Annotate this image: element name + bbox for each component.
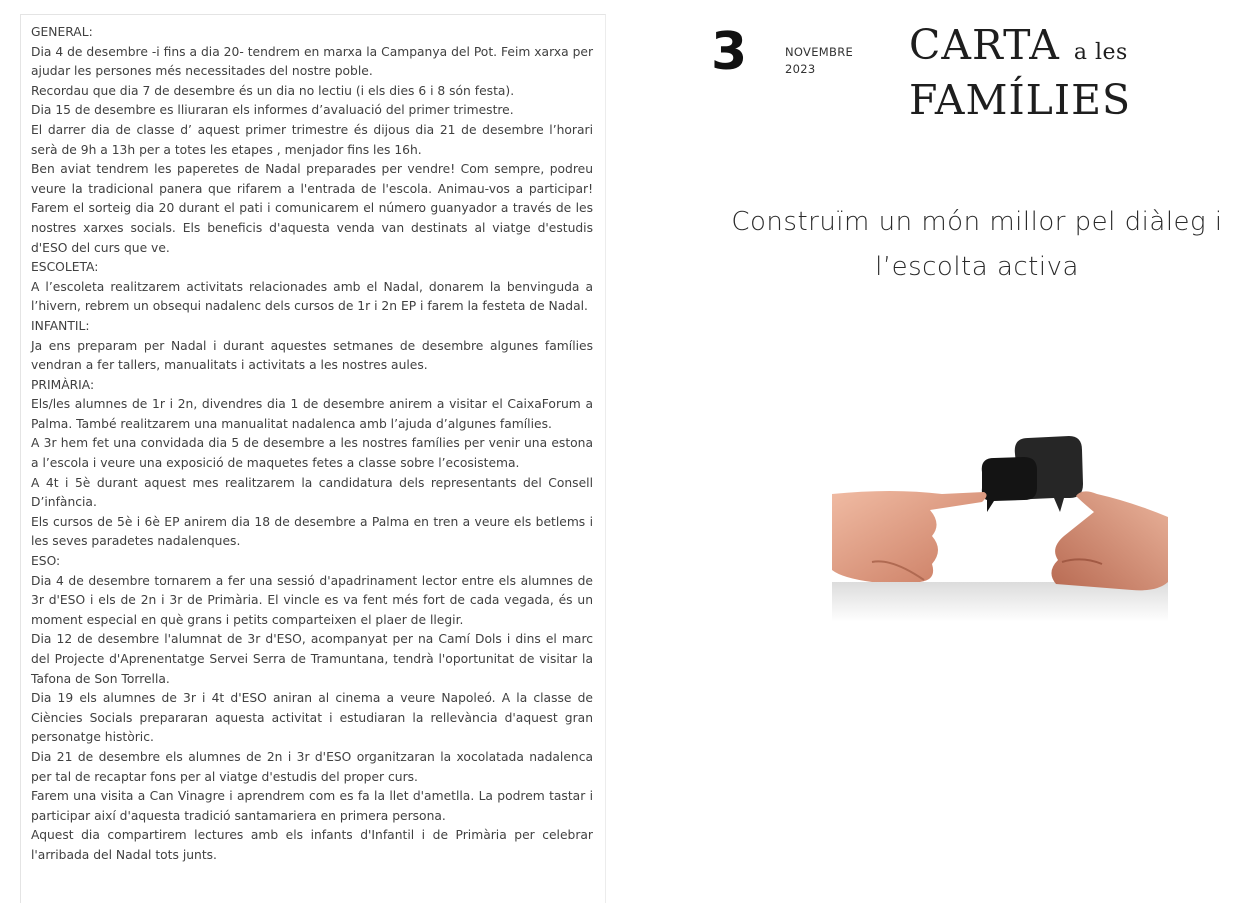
speech-bubble-front bbox=[982, 457, 1037, 512]
section-heading: INFANTIL: bbox=[31, 318, 90, 333]
paragraph: Aquest dia compartirem lectures amb els infants d'Infantil i de Primària per celebrar l'arribada del Nadal tots junts. bbox=[31, 828, 593, 862]
section-heading: GENERAL: bbox=[31, 25, 93, 39]
paragraph: Recordau que dia 7 de desembre és un dia no lectiu (i els dies 6 i 8 són festa). bbox=[31, 83, 515, 98]
issue-year: 2023 bbox=[785, 62, 816, 76]
section-heading: ESCOLETA: bbox=[31, 260, 99, 275]
paragraph: El darrer dia de classe d’ aquest primer trimestre és dijous dia 21 de desembre l’horari serà de 9h a 13h per a totes les etapes , menjador fins les 16h. bbox=[31, 122, 593, 157]
paragraph: A 3r hem fet una convidada dia 5 de desembre a les nostres famílies per venir una estona a l’escola i veure una exposició de maquetes fetes a classe sobre l’ecosistema. bbox=[31, 436, 593, 471]
motto bbox=[717, 200, 1237, 290]
paragraph: A l’escoleta realitzarem activitats relacionades amb el Nadal, donarem la benvinguda a l’hivern, rebrem un obsequi nadalenc dels cursos de 1r i 2n EP i farem la festeta de Nadal. bbox=[31, 279, 593, 314]
issue-date bbox=[785, 44, 853, 78]
section-heading: PRIMÀRIA: bbox=[31, 377, 95, 392]
paragraph: Ben aviat tendrem les paperetes de Nadal preparades per vendre! Com sempre, podreu veure la tradicional panera que rifarem a l'entrada de l'escola. Animau-vos a participar! Farem el sorteig dia 20 durant el pati i comunicarem el número guanyador a través de les nostres xarxes socials. Els beneficis d'aquesta venda van destinats al viatge d'estudis d'ESO del curs que ve. bbox=[31, 162, 593, 255]
right-hand bbox=[1051, 491, 1168, 590]
paragraph: Els cursos de 5è i 6è EP anirem dia 18 de desembre a Palma en tren a veure els betlems i les seves paradetes nadalenques. bbox=[31, 514, 593, 549]
paragraph: Farem una visita a Can Vinagre i aprendrem com es fa la llet d'ametlla. La podrem tastar i participar així d'aquesta tradició santamariera en primera persona. bbox=[31, 789, 593, 823]
paragraph: A 4t i 5è durant aquest mes realitzarem la candidatura dels representants del Consell D’infància. bbox=[31, 475, 593, 510]
paragraph: Dia 15 de desembre es lliuraran els informes d’avaluació del primer trimestre. bbox=[31, 103, 514, 118]
paragraph: Dia 4 de desembre -i fins a dia 20- tendrem en marxa la Campanya del Pot. Feim xarxa per ajudar les persones més necessitades del nostre poble. bbox=[31, 44, 593, 79]
title-a-les: a les bbox=[1073, 40, 1128, 65]
paragraph: Els/les alumnes de 1r i 2n, divendres dia 1 de desembre anirem a visitar el CaixaForum a Palma. També realitzarem una manualitat nadalenca amb l’ajuda d’algunes famílies. bbox=[31, 397, 593, 431]
paragraph: Dia 4 de desembre tornarem a fer una sessió d'apadrinament lector entre els alumnes de 3r d'ESO i els de 2n i 3r de Primària. El vincle es va fent més fort de cada vegada, és un moment especial en què grans i petits comparteixen el plaer de llegir. bbox=[31, 573, 593, 627]
speech-bubbles-fingers-icon bbox=[832, 432, 1168, 622]
issue-month: NOVEMBRE bbox=[785, 45, 854, 59]
masthead-title bbox=[909, 22, 1131, 124]
cover-page bbox=[607, 0, 1251, 903]
paragraph: Dia 19 els alumnes de 3r i 4t d'ESO aniran al cinema a veure Napoleó. A la classe de Ciències Socials prepararan aquesta activitat i estudiaran la rellevància d'aquest gran personatge històric. bbox=[31, 691, 593, 745]
paragraph: Dia 12 de desembre l'alumnat de 3r d'ESO, acompanyat per na Camí Dols i dins el marc del Projecte d'Aprenentatge Servei Serra de Tramuntana, tendrà l'oportunitat de visitar la Tafona de Son Torrella. bbox=[31, 632, 593, 686]
title-carta: CARTA bbox=[909, 21, 1060, 69]
left-page bbox=[20, 14, 606, 903]
section-heading: ESO: bbox=[31, 554, 61, 569]
motto-line-2: l’escolta activa bbox=[875, 252, 1079, 282]
issue-number: 3 bbox=[711, 22, 748, 82]
title-families: FAMÍLIES bbox=[909, 76, 1132, 124]
newsletter-body bbox=[31, 23, 593, 866]
paragraph: Ja ens preparam per Nadal i durant aquestes setmanes de desembre algunes famílies vendran a fer tallers, manualitats i activitats a les nostres aules. bbox=[31, 338, 593, 373]
left-hand bbox=[832, 491, 987, 582]
motto-line-1: Construïm un món millor pel diàleg i bbox=[731, 207, 1223, 237]
paragraph: Dia 21 de desembre els alumnes de 2n i 3r d'ESO organitzaran la xocolatada nadalenca per tal de recaptar fons per al viatge d'estudis del proper curs. bbox=[31, 749, 593, 784]
